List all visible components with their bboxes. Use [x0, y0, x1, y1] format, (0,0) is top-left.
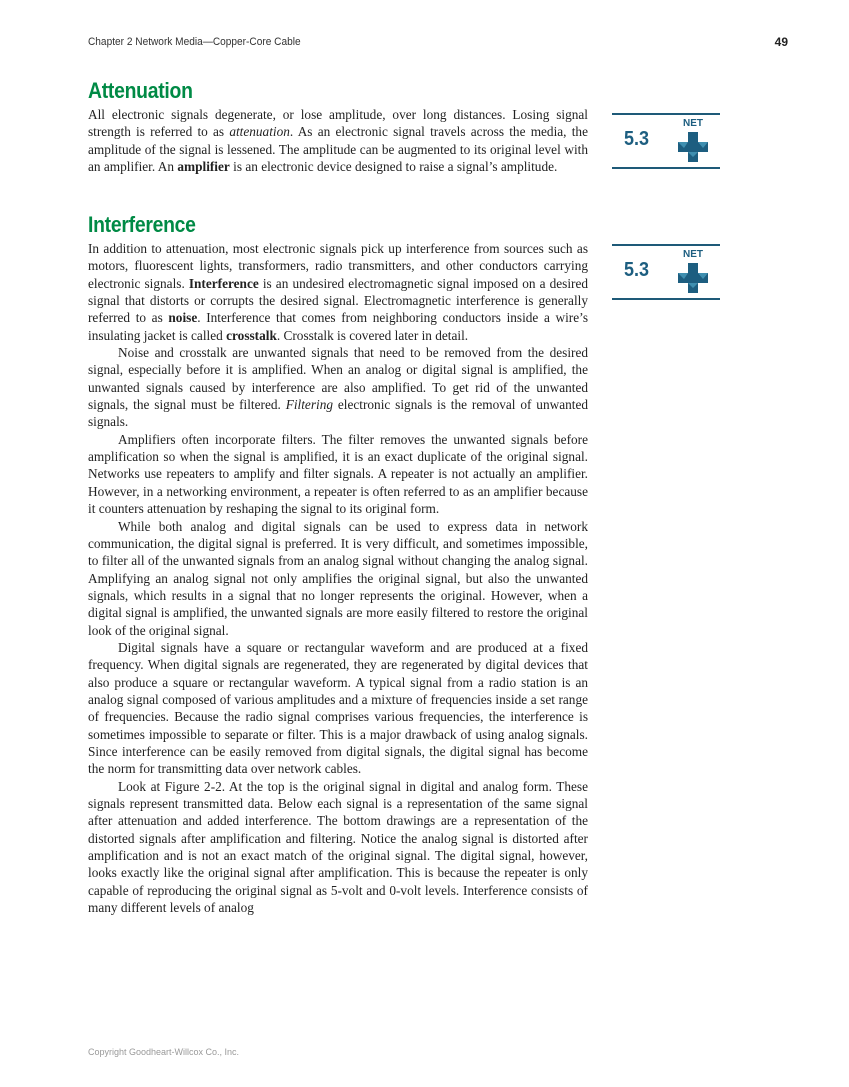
text-run: Noise and crosstalk are unwanted signals that need to be removed from the desired signal, especially before it is amplified. When an analog or digital signal is amplified, the unwanted signals caused by interference are also amplified. To get rid of the unwanted signals, the signal must be filtered.	[88, 345, 588, 413]
section-interference	[88, 212, 588, 916]
text-run: . Crosstalk is covered later in detail.	[276, 327, 469, 343]
paragraph	[88, 431, 588, 518]
key-term: Interference	[188, 275, 259, 291]
paragraph	[88, 639, 588, 778]
section-body	[88, 106, 588, 175]
net-objective-badge	[612, 244, 720, 300]
net-objective-badge	[612, 113, 720, 169]
objective-label: NET	[683, 249, 703, 260]
text-run: is an undesired electromagnetic signal imposed on a desired signal that distorts or corrupts the desired signal. Electromagnetic interference is generally referred to as	[88, 275, 588, 326]
paragraph	[88, 778, 588, 917]
text-run: Digital signals have a square or rectangular waveform and are produced at a fixed frequency. When digital signals are regenerated, they are regenerated by digital devices that also produce a square or rectangular waveform. A typical signal from a radio station is an analog signal composed of various amplitudes and a mixture of frequencies inside a set range of frequencies. Because the radio signal comprises various frequencies, the interference is sometimes impossible to separate or filter. This is a major drawback of using analog signals. Since interference can be easily removed from digital signals, the digital signal has become the norm for transmitting data over network cables.	[88, 639, 588, 777]
emphasis: Filtering	[285, 397, 333, 413]
net-plus-icon	[678, 263, 708, 293]
key-term: crosstalk	[226, 327, 277, 343]
text-run: electronic signals is the removal of unwanted signals.	[88, 397, 588, 430]
paragraph	[88, 344, 588, 431]
text-run: In addition to attenuation, most electronic signals pick up interference from sources such as motors, fluorescent lights, transformers, radio transmitters, and other conductors carrying electronic signals.	[88, 241, 588, 291]
paragraph	[88, 106, 588, 175]
section-body	[88, 240, 588, 916]
key-term: noise	[168, 310, 198, 326]
key-term: amplifier	[177, 159, 230, 175]
section-attenuation	[88, 78, 588, 175]
copyright: Copyright Goodheart-Willcox Co., Inc.	[88, 1047, 240, 1057]
net-plus-icon	[678, 132, 708, 162]
text-run: is an electronic device designed to raise a signal’s amplitude.	[229, 159, 558, 175]
objective-label: NET	[683, 118, 703, 129]
paragraph	[88, 240, 588, 344]
running-head: Chapter 2 Network Media—Copper-Core Cable	[88, 36, 301, 48]
section-heading: Interference	[88, 212, 196, 237]
paragraph	[88, 518, 588, 639]
page-number: 49	[774, 35, 788, 49]
objective-number: 5.3	[624, 259, 650, 281]
text-run: Amplifiers often incorporate filters. The filter removes the unwanted signals before amplification so when the signal is amplified, it is an exact duplicate of the original signal. Networks use repeaters to amplify and filter signals. A repeater is not actually an amplifier. However, in a networking environment, a repeater is often referred to as an amplifier because it counters attenuation by reshaping the signal to its original form.	[88, 431, 588, 517]
objective-number: 5.3	[624, 128, 650, 150]
section-heading: Attenuation	[88, 78, 193, 103]
text-run: . As an electronic signal travels across the media, the amplitude of the signal is lessened. The amplitude can be augmented to its original level with an amplifier. An	[88, 124, 588, 175]
emphasis: attenuation	[229, 124, 290, 140]
text-run: Look at Figure 2-2. At the top is the original signal in digital and analog form. These signals represent transmitted data. Below each signal is a representation of the same signal after attenuation and added interference. The bottom drawings are a representation of the distorted signals after amplification and filtering. Notice the analog signal is distorted after amplification and is not an exact match of the original signal. The digital signal, however, looks exactly like the original signal after amplification. This is because the repeater is only capable of reproducing the original signal as 5-volt and 0-volt levels. Interference consists of many different levels of analog	[88, 778, 588, 916]
text-run: While both analog and digital signals can be used to express data in network communication, the digital signal is preferred. It is very difficult, and sometimes impossible, to filter all of the unwanted signals from an analog signal without changing the analog signal. Amplifying an analog signal not only amplifies the original signal, but also the unwanted signals, which results in a signal that no longer represents the original. However, when a digital signal is amplified, the unwanted signals are more easily filtered to restore the original look of the original signal.	[88, 518, 588, 638]
text-run: All electronic signals degenerate, or lose amplitude, over long distances. Losing signal strength is referred to as	[88, 107, 588, 140]
text-run: . Interference that comes from neighboring conductors inside a wire’s insulating jacket is called	[88, 310, 589, 343]
